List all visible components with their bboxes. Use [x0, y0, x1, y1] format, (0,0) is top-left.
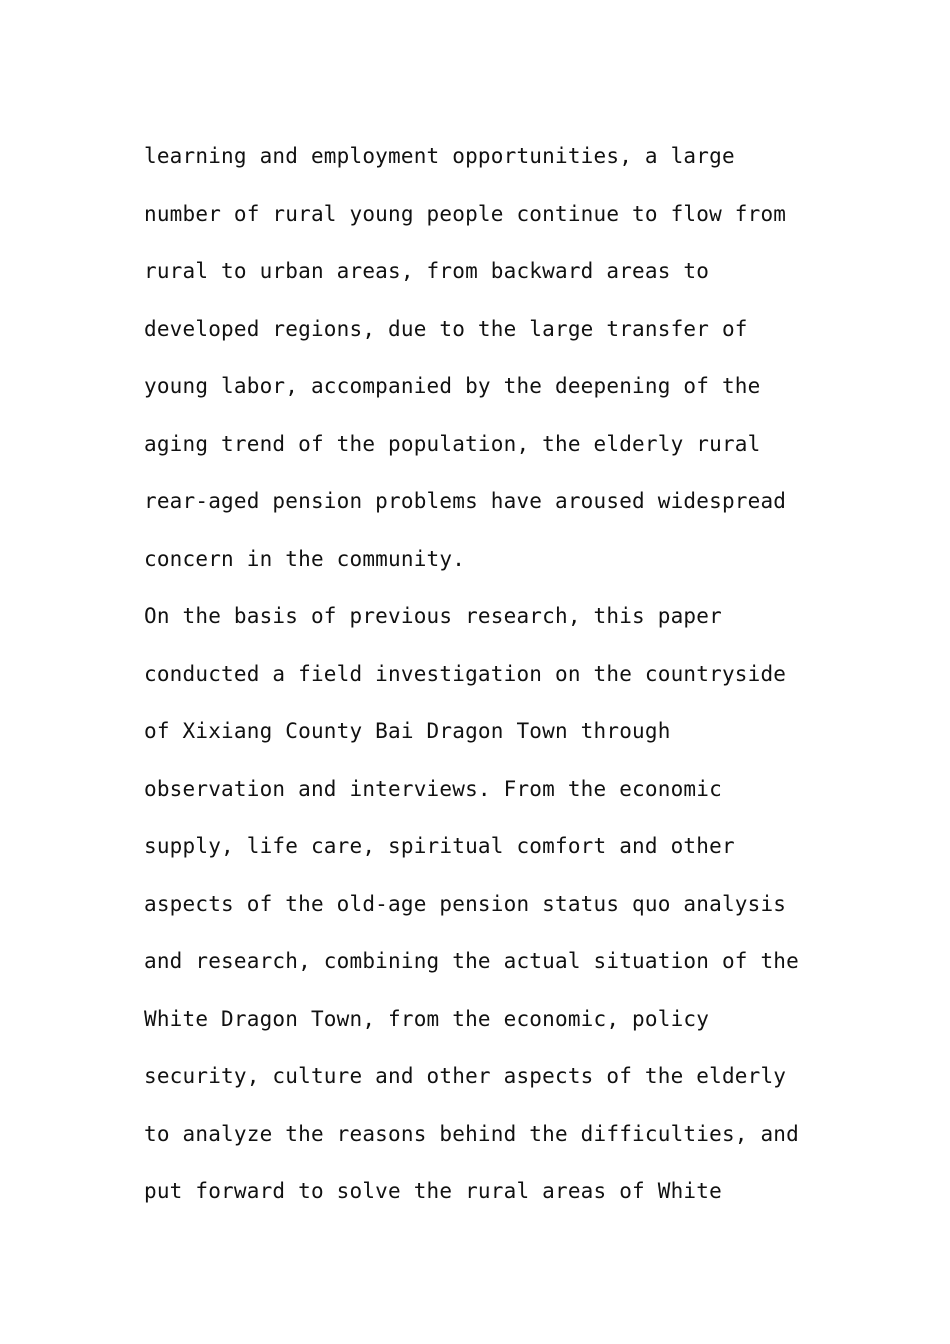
text-line: rural to urban areas, from backward areas to [144, 259, 710, 283]
text-line: number of rural young people continue to flow from [144, 201, 787, 226]
text-line: young labor, accompanied by the deepening of the [144, 374, 761, 398]
body-text [144, 128, 824, 1221]
text-line: supply, life care, spiritual comfort and other [144, 834, 735, 858]
text-line: conducted a field investigation on the countryside [144, 661, 787, 686]
text-line: to analyze the reasons behind the difficulties, and [144, 1121, 799, 1146]
text-line: aspects of the old-age pension status quo analysis [144, 891, 787, 916]
text-line: concern in the community. [144, 546, 466, 571]
text-line: aging trend of the population, the elderly rural [144, 431, 761, 456]
text-line: put forward to solve the rural areas of White [144, 1179, 722, 1203]
text-line: and research, combining the actual situation of the [144, 949, 799, 973]
text-line: learning and employment opportunities, a large [144, 144, 735, 168]
text-line: security, culture and other aspects of the elderly [144, 1064, 787, 1088]
text-line: On the basis of previous research, this paper [144, 604, 722, 628]
text-line: observation and interviews. From the economic [144, 776, 722, 801]
text-line: of Xixiang County Bai Dragon Town through [144, 719, 671, 743]
text-line: developed regions, due to the large transfer of [144, 316, 748, 341]
text-line: rear-aged pension problems have aroused widespread [144, 489, 787, 513]
text-line: White Dragon Town, from the economic, policy [144, 1006, 710, 1031]
